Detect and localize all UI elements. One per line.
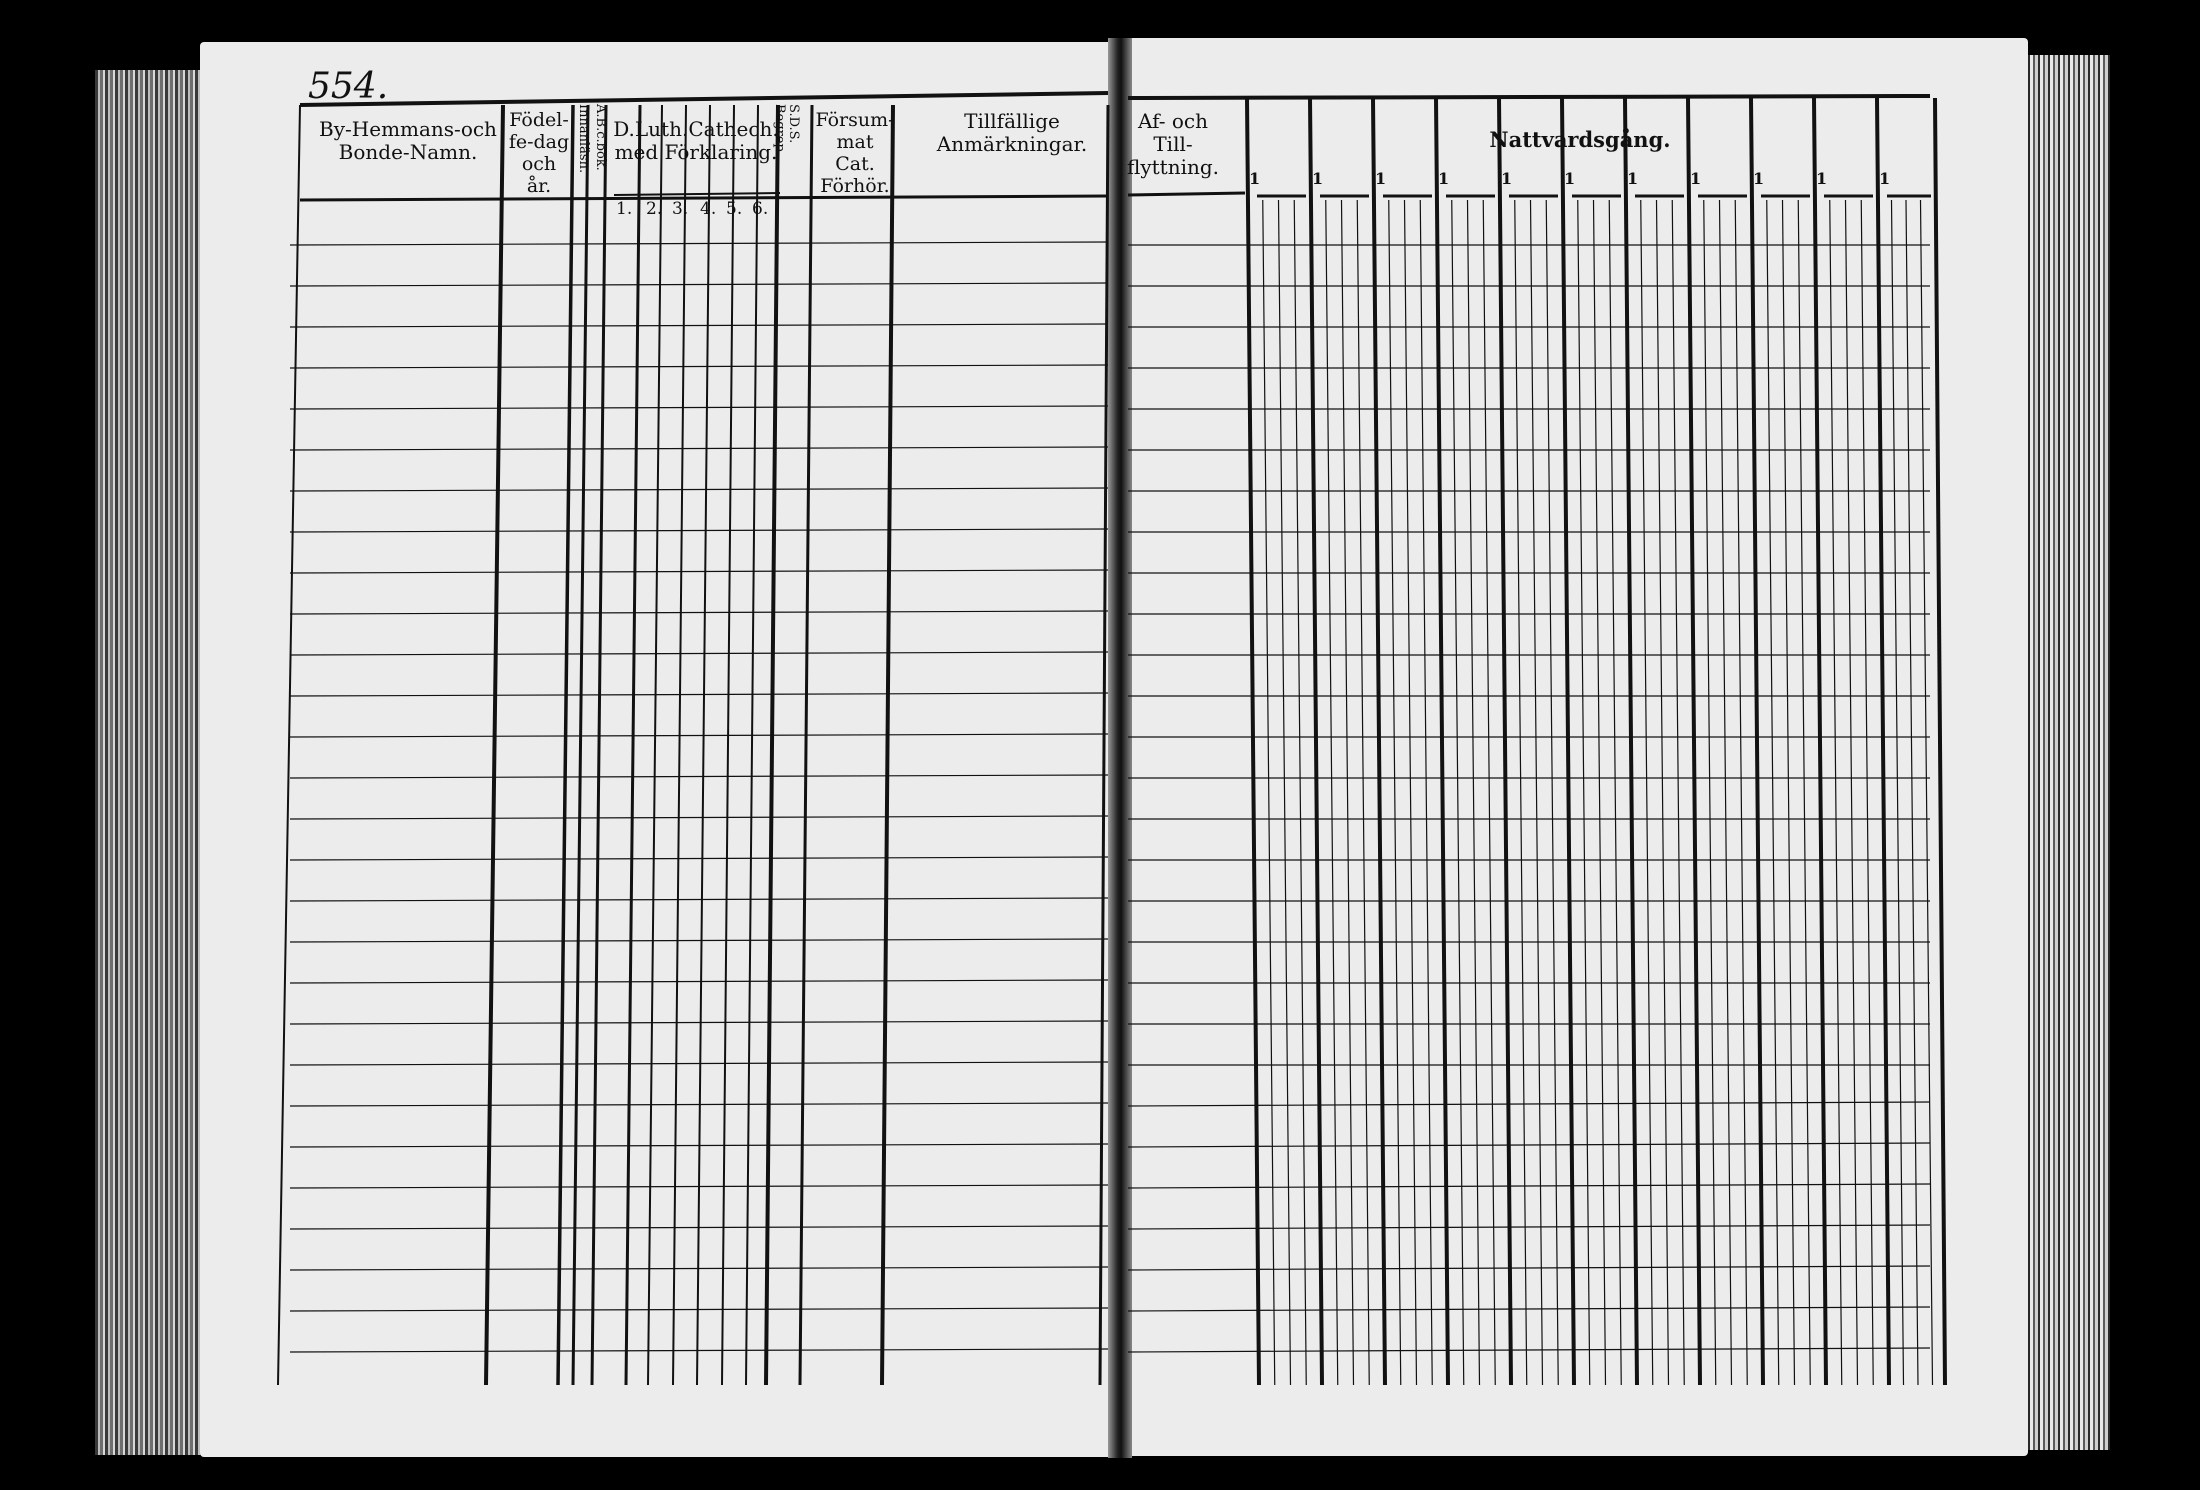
catechism-part-3: 3. — [672, 199, 689, 219]
left-column-rule — [648, 105, 662, 1385]
left-row-line — [290, 734, 1108, 737]
communion-sub-rule — [1720, 200, 1732, 1385]
communion-mark: 1 — [1690, 169, 1702, 188]
communion-sub-rule — [1483, 200, 1495, 1385]
communion-sub-rule — [1906, 200, 1918, 1385]
left-row-line — [290, 1021, 1108, 1024]
header-abc-book: A.B.c.bok. — [593, 104, 608, 171]
communion-sub-rule — [1798, 200, 1810, 1385]
right-top-rule — [1128, 96, 1930, 98]
communion-sub-rule — [1921, 200, 1933, 1385]
communion-sub-rule — [1389, 200, 1401, 1385]
left-row-line — [290, 242, 1108, 245]
communion-group-rule — [1688, 98, 1700, 1385]
header-moving: Af- och Till-flyttning. — [1126, 109, 1220, 179]
header-begrep: Begrep. — [772, 104, 787, 156]
header-village-farm-name: By-Hemmans-och Bonde-Namn. — [319, 117, 497, 164]
communion-sub-rule — [1672, 200, 1684, 1385]
communion-group-rule — [1877, 98, 1889, 1385]
communion-sub-rule — [1420, 200, 1432, 1385]
communion-sub-rule — [1279, 200, 1291, 1385]
header-catechism: D.Luth.Cathech. med Förklaring. — [613, 117, 779, 164]
left-row-line — [290, 447, 1108, 450]
left-row-line — [290, 529, 1108, 532]
catechism-part-2: 2. — [646, 199, 663, 219]
right-row-line — [1128, 1143, 1930, 1147]
communion-sub-rule — [1704, 200, 1716, 1385]
left-column-rule — [278, 105, 300, 1385]
communion-mark: 1 — [1375, 169, 1387, 188]
left-column-rule — [882, 105, 893, 1385]
communion-sub-rule — [1531, 200, 1543, 1385]
left-row-line — [290, 1308, 1108, 1311]
catechism-part-1: 1. — [616, 199, 633, 219]
communion-sub-rule — [1452, 200, 1464, 1385]
communion-mark: 1 — [1249, 169, 1261, 188]
communion-group-rule — [1814, 98, 1826, 1385]
communion-sub-rule — [1830, 200, 1842, 1385]
communion-sub-rule — [1594, 200, 1606, 1385]
left-top-rule — [300, 93, 1108, 105]
communion-group-rule — [1373, 98, 1385, 1385]
left-row-line — [290, 775, 1108, 778]
catechism-part-4: 4. — [700, 199, 717, 219]
communion-group-rule — [1625, 98, 1637, 1385]
communion-sub-rule — [1783, 200, 1795, 1385]
communion-sub-rule — [1515, 200, 1527, 1385]
header-sds: S.D.S. — [786, 104, 801, 144]
communion-mark: 1 — [1879, 169, 1891, 188]
header-missed-examination: Försum-mat Cat. Förhör. — [815, 109, 895, 197]
communion-sub-rule — [1861, 200, 1873, 1385]
left-column-rule — [592, 105, 606, 1385]
communion-sub-rule — [1578, 200, 1590, 1385]
left-row-line — [290, 652, 1108, 655]
communion-sub-rule — [1294, 200, 1306, 1385]
communion-group-rule — [1247, 98, 1259, 1385]
header-birth-date: Födel-fe-dag och år. — [508, 109, 570, 197]
left-column-rule — [697, 105, 710, 1385]
communion-mark: 1 — [1438, 169, 1450, 188]
communion-group-rule — [1310, 98, 1322, 1385]
left-column-rule — [672, 105, 689, 1385]
left-column-rule — [1100, 105, 1108, 1385]
left-row-line — [290, 857, 1108, 860]
communion-group-rule — [1562, 98, 1574, 1385]
communion-sub-rule — [1468, 200, 1480, 1385]
right-edge-rule — [1935, 98, 1945, 1385]
left-row-line — [290, 980, 1108, 983]
communion-mark: 1 — [1753, 169, 1765, 188]
left-column-rule — [486, 105, 503, 1385]
communion-sub-rule — [1263, 200, 1275, 1385]
communion-group-rule — [1499, 98, 1511, 1385]
left-row-line — [290, 1349, 1108, 1352]
left-row-line — [290, 365, 1108, 368]
communion-sub-rule — [1357, 200, 1369, 1385]
left-row-line — [290, 939, 1108, 942]
communion-mark: 1 — [1816, 169, 1828, 188]
right-header-rule — [1128, 193, 1245, 195]
communion-group-rule — [1436, 98, 1448, 1385]
header-occasional-remarks: Tillfällige Anmärkningar. — [936, 109, 1088, 156]
left-column-rule — [558, 105, 573, 1385]
communion-sub-rule — [1546, 200, 1558, 1385]
communion-group-rule — [1751, 98, 1763, 1385]
left-row-line — [290, 816, 1108, 819]
left-column-rule — [573, 104, 591, 1385]
right-row-line — [1128, 1266, 1930, 1270]
communion-sub-rule — [1609, 200, 1621, 1385]
communion-sub-rule — [1846, 200, 1858, 1385]
page-number: 554. — [308, 66, 389, 107]
right-row-line — [1128, 1225, 1930, 1229]
left-row-line — [290, 1062, 1108, 1065]
left-column-rule — [722, 105, 734, 1385]
right-row-line — [1128, 1102, 1930, 1106]
catechism-part-6: 6. — [752, 199, 769, 219]
communion-sub-rule — [1641, 200, 1653, 1385]
left-column-rule — [766, 105, 778, 1385]
left-row-line — [290, 898, 1108, 901]
communion-mark: 1 — [1312, 169, 1324, 188]
left-row-line — [290, 570, 1108, 573]
communion-mark: 1 — [1564, 169, 1576, 188]
catechism-part-5: 5. — [726, 199, 743, 219]
left-row-line — [290, 611, 1108, 614]
left-row-line — [290, 283, 1108, 286]
left-column-rule — [626, 105, 640, 1385]
header-reading: Innanläsn. — [576, 104, 591, 174]
communion-mark: 1 — [1627, 169, 1639, 188]
communion-mark: 1 — [1501, 169, 1513, 188]
communion-sub-rule — [1326, 200, 1338, 1385]
left-column-rule — [800, 105, 812, 1385]
left-row-line — [290, 693, 1108, 696]
left-row-line — [290, 324, 1108, 327]
communion-sub-rule — [1657, 200, 1669, 1385]
communion-sub-rule — [1892, 200, 1904, 1385]
left-column-rule — [746, 105, 758, 1385]
right-row-line — [1128, 1184, 1930, 1188]
communion-sub-rule — [1735, 200, 1747, 1385]
left-row-line — [290, 488, 1108, 491]
header-communion: Nattvardsgång. — [1489, 127, 1671, 152]
communion-sub-rule — [1342, 200, 1354, 1385]
communion-sub-rule — [1405, 200, 1417, 1385]
left-row-line — [290, 406, 1108, 409]
communion-sub-rule — [1767, 200, 1779, 1385]
